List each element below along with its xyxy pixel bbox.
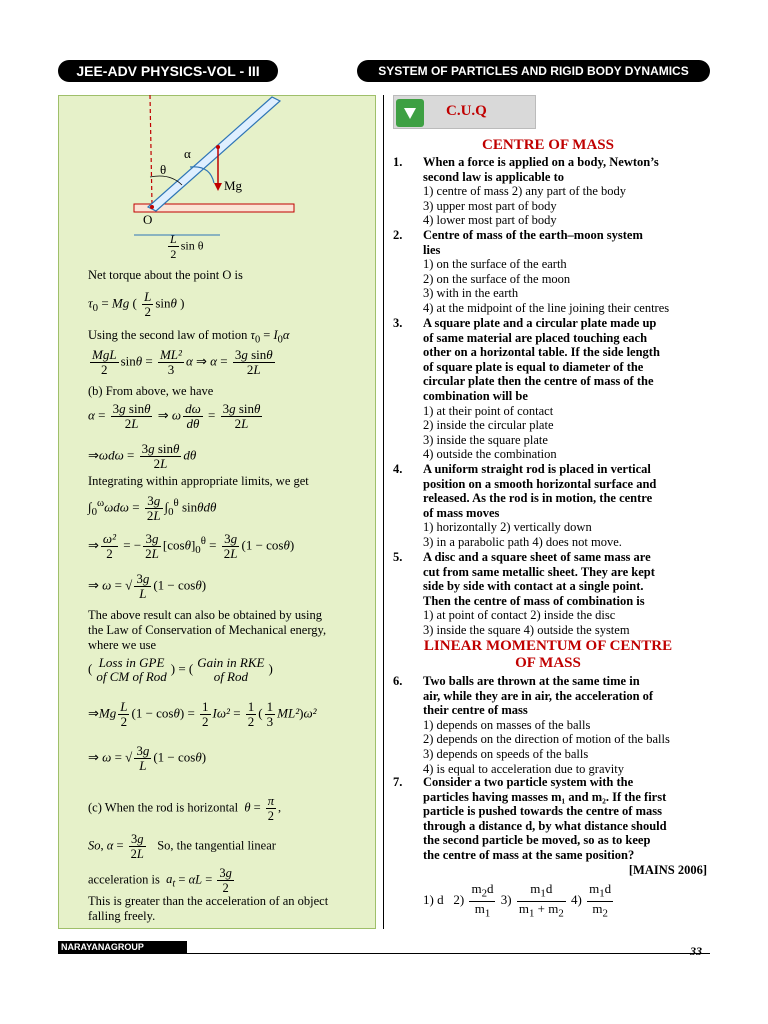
alpha-eq: $\frac{\text{MgL}}{2}$ sinθ = $\frac{\text{ML²}}{3}$ α ⇒ α = $\frac{\text{3g sinθ}}{2L}$ (92, 347, 273, 377)
theta-label: θ (160, 162, 167, 177)
question-1: 1. When a force is applied on a body, Newton’s second law is applicable to 1) centre of mass 2) any part of the body 3) upper most part of body 4) lower most part of body (393, 155, 659, 228)
question-7-options: 1) d 2) $\frac{m_2d}{m_1}$ 3) $\frac{m_1d}{m_1 + m_2}$ 4) $\frac{m_1d}{m_2}$ (423, 881, 612, 920)
arrow-down-icon (396, 99, 424, 127)
header-subject: JEE-ADV PHYSICS-VOL - III (58, 60, 278, 82)
omega-result-eq: ⇒ ω = √ $\frac{3g}{L}$ (1 − cosθ) (88, 571, 207, 601)
footer-group: NARAYANAGROUP (58, 941, 187, 954)
page-number: 33 (690, 944, 702, 958)
energy-text-3: where we use (88, 638, 157, 652)
omega-result-eq-2: ⇒ ω = √ $\frac{3g}{L}$ (1 − cosθ) (88, 743, 207, 773)
part-c-text: (c) When the rod is horizontal θ = $\frac{\pi}{2}$ , (88, 794, 282, 823)
question-7: 7. Consider a two particle system with the particles having masses m₁ and m₂. If the first particle is pushed towards the centre of mass through a distance d, by what distance should the second particle be moved, so as to keep the centre of mass at the same position? [MAINS 2006] (393, 775, 707, 877)
question-3: 3. A square plate and a circular plate made up of same material are placed touching each other on a horizontal table. If the side length of square plate is equal to diameter of the circular plate then the centre of mass of the combination will be 1) at their point of contact 2) inside the circular plate 3) inside the square plate 4) outside the combination (393, 316, 660, 462)
conclusion-text-1: This is greater than the acceleration of an object (88, 894, 329, 908)
section-linear-momentum-2: OF MASS (515, 655, 581, 671)
question-2: 2. Centre of mass of the earth–moon system lies 1) on the surface of the earth 2) on the surface of the moon 3) with in the earth 4) at the midpoint of the line joining their centres (393, 228, 670, 315)
energy-text-2: the Law of Conservation of Mechanical energy, (88, 623, 327, 637)
integrating-text: Integrating within appropriate limits, we get (88, 474, 309, 488)
question-6: 6. Two balls are thrown at the same time in air, while they are in air, the acceleration of their centre of mass 1) depends on masses of the balls 2) depends on the direction of motion of the balls 3) depends on speeds of the balls 4) is equal to acceleration due to gravity (393, 674, 670, 776)
header-chapter: SYSTEM OF PARTICLES AND RIGID BODY DYNAMICS (357, 60, 710, 82)
accel-text: acceleration is $a_t = \alpha L$ = $\frac{3g}{2}$ (88, 866, 232, 895)
question-4: 4. A uniform straight rod is placed in vertical position on a smooth horizontal surface and released. As the rod is in motion, the centre of mass moves 1) horizontally 2) vertically down 3) in a parabolic path 4) does not move. (393, 462, 657, 549)
conclusion-text-2: falling freely. (88, 909, 156, 923)
section-centre-of-mass: CENTRE OF MASS (482, 137, 614, 153)
footer-rule (184, 953, 710, 954)
lever-arm-label: $\frac{L}{2}$ sin θ (170, 232, 204, 261)
integral-eq: $\int_0^\omega\omega d\omega$ = $\frac{3g}{2L}$ $\int_0^\theta$ sinθdθ (88, 493, 217, 523)
weight-label: Mg (224, 178, 243, 193)
part-b-text: (b) From above, we have (88, 384, 214, 398)
omega-diff-eq: α = $\frac{\text{3g sinθ}}{2L}$ ⇒ ω $\frac{d\omega}{d\theta}$ = $\frac{\text{3g sinθ}}{2L}$ (88, 401, 261, 431)
energy-balance-eq: ( Loss in GPE of CM of Rod ) = ( Gain in RKE of Rod ) (88, 655, 273, 684)
energy-eq: ⇒Mg $\frac{L}{2}$ (1 − cosθ) = $\frac{1}{2}$ Iω² = $\frac{1}{2}$ ( $\frac{1}{3}$ ML²)ω² (88, 699, 317, 729)
rod-diagram (120, 95, 320, 265)
omega-sep-eq: ⇒ωdω = $\frac{\text{3g sinθ}}{2L}$ dθ (88, 441, 197, 471)
torque-eq: $\tau_0 = Mg$ ( $\frac{L}{2}$ sinθ ) (88, 289, 185, 319)
tangential-text: So, α = $\frac{3g}{2L}$ So, the tangential linear (88, 832, 276, 861)
cuq-label: C.U.Q (446, 103, 487, 119)
question-5: 5. A disc and a square sheet of same mass are cut from same metallic sheet. They are kept side by side with contact at a single point. Then the centre of mass of combination is 1) at point of contact 2) inside the disc 3) inside the square 4) outside the system (393, 550, 655, 637)
alpha-label: α (184, 146, 191, 161)
cuq-banner (393, 95, 536, 129)
energy-text-1: The above result can also be obtained by using (88, 608, 322, 622)
origin-label: O (143, 212, 153, 227)
section-linear-momentum-1: LINEAR MOMENTUM OF CENTRE (423, 638, 673, 654)
second-law-text: Using the second law of motion $\tau_0 = I_0\alpha$ (88, 328, 290, 346)
integral-result-eq: ⇒ $\frac{\text{ω²}}{2}$ = − $\frac{3g}{2L}$ $[\cos\theta]_0^\theta$ = $\frac{3g}{2L}$ (1 − cosθ) (88, 531, 295, 561)
torque-text: Net torque about the point O is (88, 268, 243, 282)
column-divider (383, 95, 384, 929)
